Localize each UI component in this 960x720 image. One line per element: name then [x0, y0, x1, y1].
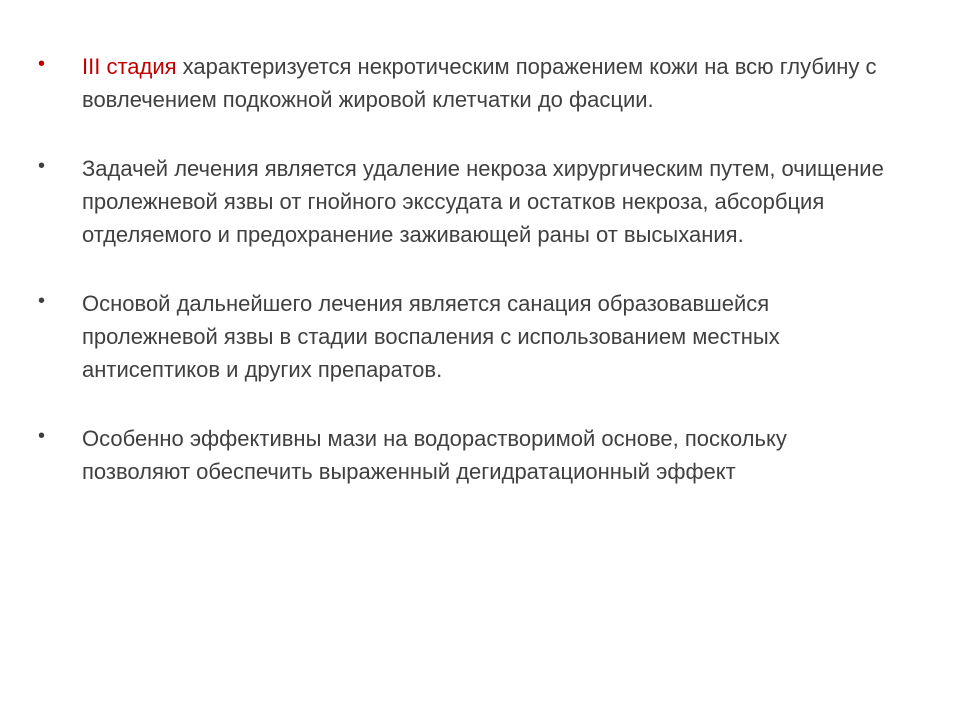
bullet-dot-icon: • [38, 155, 46, 177]
bullet-text: Задачей лечения является удаление некроза хирургическим путем, очищение пролежневой язвы от гнойного экссудата и остатков некроза, абсорбция отделяемого и предохранение заживающей раны от высыхания. [82, 156, 884, 247]
bullet-text: Основой дальнейшего лечения является санация образовавшейся пролежневой язвы в стадии воспаления с использованием местных антисептиков и других препаратов. [82, 291, 780, 382]
bullet-dot-icon: • [38, 290, 46, 312]
bullet-item-stage-3 [38, 50, 898, 116]
bullet-item-ointments [38, 422, 898, 488]
bullet-text: Особенно эффективны мази на водорастворимой основе, поскольку позволяют обеспечить выраженный дегидратационный эффект [82, 426, 787, 484]
bullet-item-treatment-task [38, 152, 898, 251]
bullet-list [38, 50, 898, 524]
stage-highlight: III стадия [82, 54, 177, 79]
bullet-item-treatment-basis [38, 287, 898, 386]
bullet-text: характеризуется некротическим поражением кожи на всю глубину с вовлечением подкожной жировой клетчатки до фасции. [82, 54, 877, 112]
bullet-dot-icon: • [38, 53, 46, 75]
bullet-dot-icon: • [38, 425, 46, 447]
